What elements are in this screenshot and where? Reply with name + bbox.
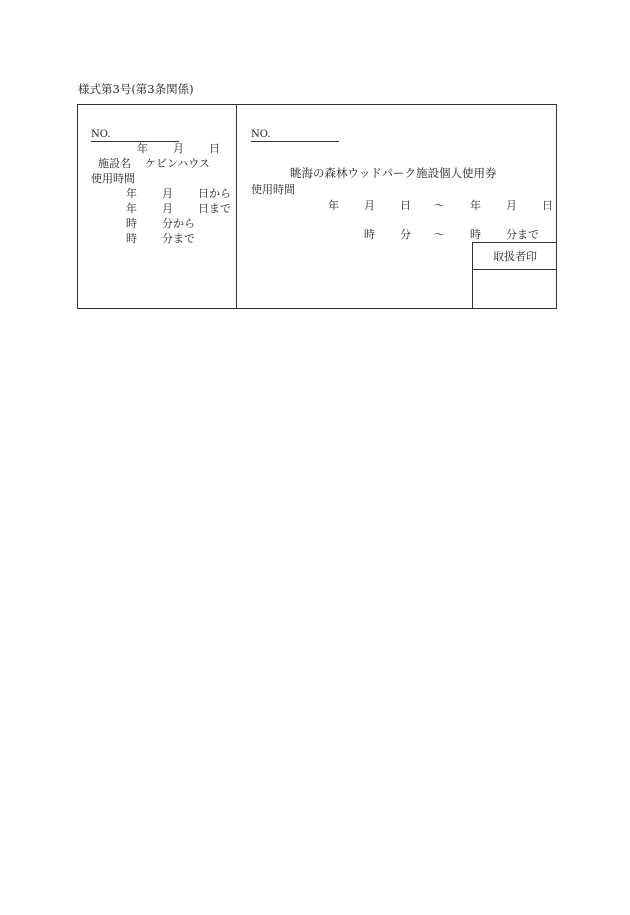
stub-to-year: 年 bbox=[126, 202, 137, 215]
perforation-divider bbox=[236, 104, 237, 309]
stub-from-year: 年 bbox=[126, 187, 137, 200]
stub-number bbox=[91, 128, 179, 142]
form-number-label: 様式第3号(第3条関係) bbox=[78, 82, 194, 96]
ticket-number bbox=[251, 128, 339, 142]
ticket-to-day: 日 bbox=[542, 199, 553, 212]
ticket-to-year: 年 bbox=[470, 199, 481, 212]
stub-to-minute: 分まで bbox=[162, 232, 195, 245]
stub-from-month: 月 bbox=[162, 187, 173, 200]
stub-usage-time-label: 使用時間 bbox=[91, 172, 135, 185]
stub-from-hour: 時 bbox=[126, 217, 137, 230]
ticket-from-month: 月 bbox=[364, 199, 375, 212]
stub-number-label: NO. bbox=[91, 130, 179, 142]
ticket-to-month: 月 bbox=[506, 199, 517, 212]
stub-date-year: 年 bbox=[137, 142, 148, 155]
stub-facility-label: 施設名 bbox=[98, 157, 131, 170]
stub-to-month: 月 bbox=[162, 202, 173, 215]
stub-from-minute: 分から bbox=[162, 217, 195, 230]
ticket-usage-time-label: 使用時間 bbox=[251, 183, 295, 196]
ticket-date-separator: 〜 bbox=[434, 199, 445, 212]
stub-to-day: 日まで bbox=[198, 202, 231, 215]
ticket-from-hour: 時 bbox=[364, 228, 375, 241]
ticket-from-minute: 分 bbox=[400, 228, 411, 241]
stub-facility-name: ケビンハウス bbox=[145, 157, 210, 170]
ticket-number-label: NO. bbox=[251, 130, 339, 142]
ticket-from-day: 日 bbox=[400, 199, 411, 212]
handler-seal-label: 取扱者印 bbox=[473, 243, 557, 270]
stub-from-day: 日から bbox=[198, 187, 231, 200]
ticket-title: 眺海の森林ウッドパーク施設個人使用券 bbox=[290, 166, 497, 180]
ticket-to-minute: 分まで bbox=[506, 228, 539, 241]
ticket-time-separator: 〜 bbox=[434, 228, 445, 241]
handler-seal-box bbox=[472, 242, 557, 309]
ticket-to-hour: 時 bbox=[470, 228, 481, 241]
stub-to-hour: 時 bbox=[126, 232, 137, 245]
stub-date-day: 日 bbox=[209, 142, 220, 155]
stub-date-month: 月 bbox=[173, 142, 184, 155]
ticket-from-year: 年 bbox=[328, 199, 339, 212]
